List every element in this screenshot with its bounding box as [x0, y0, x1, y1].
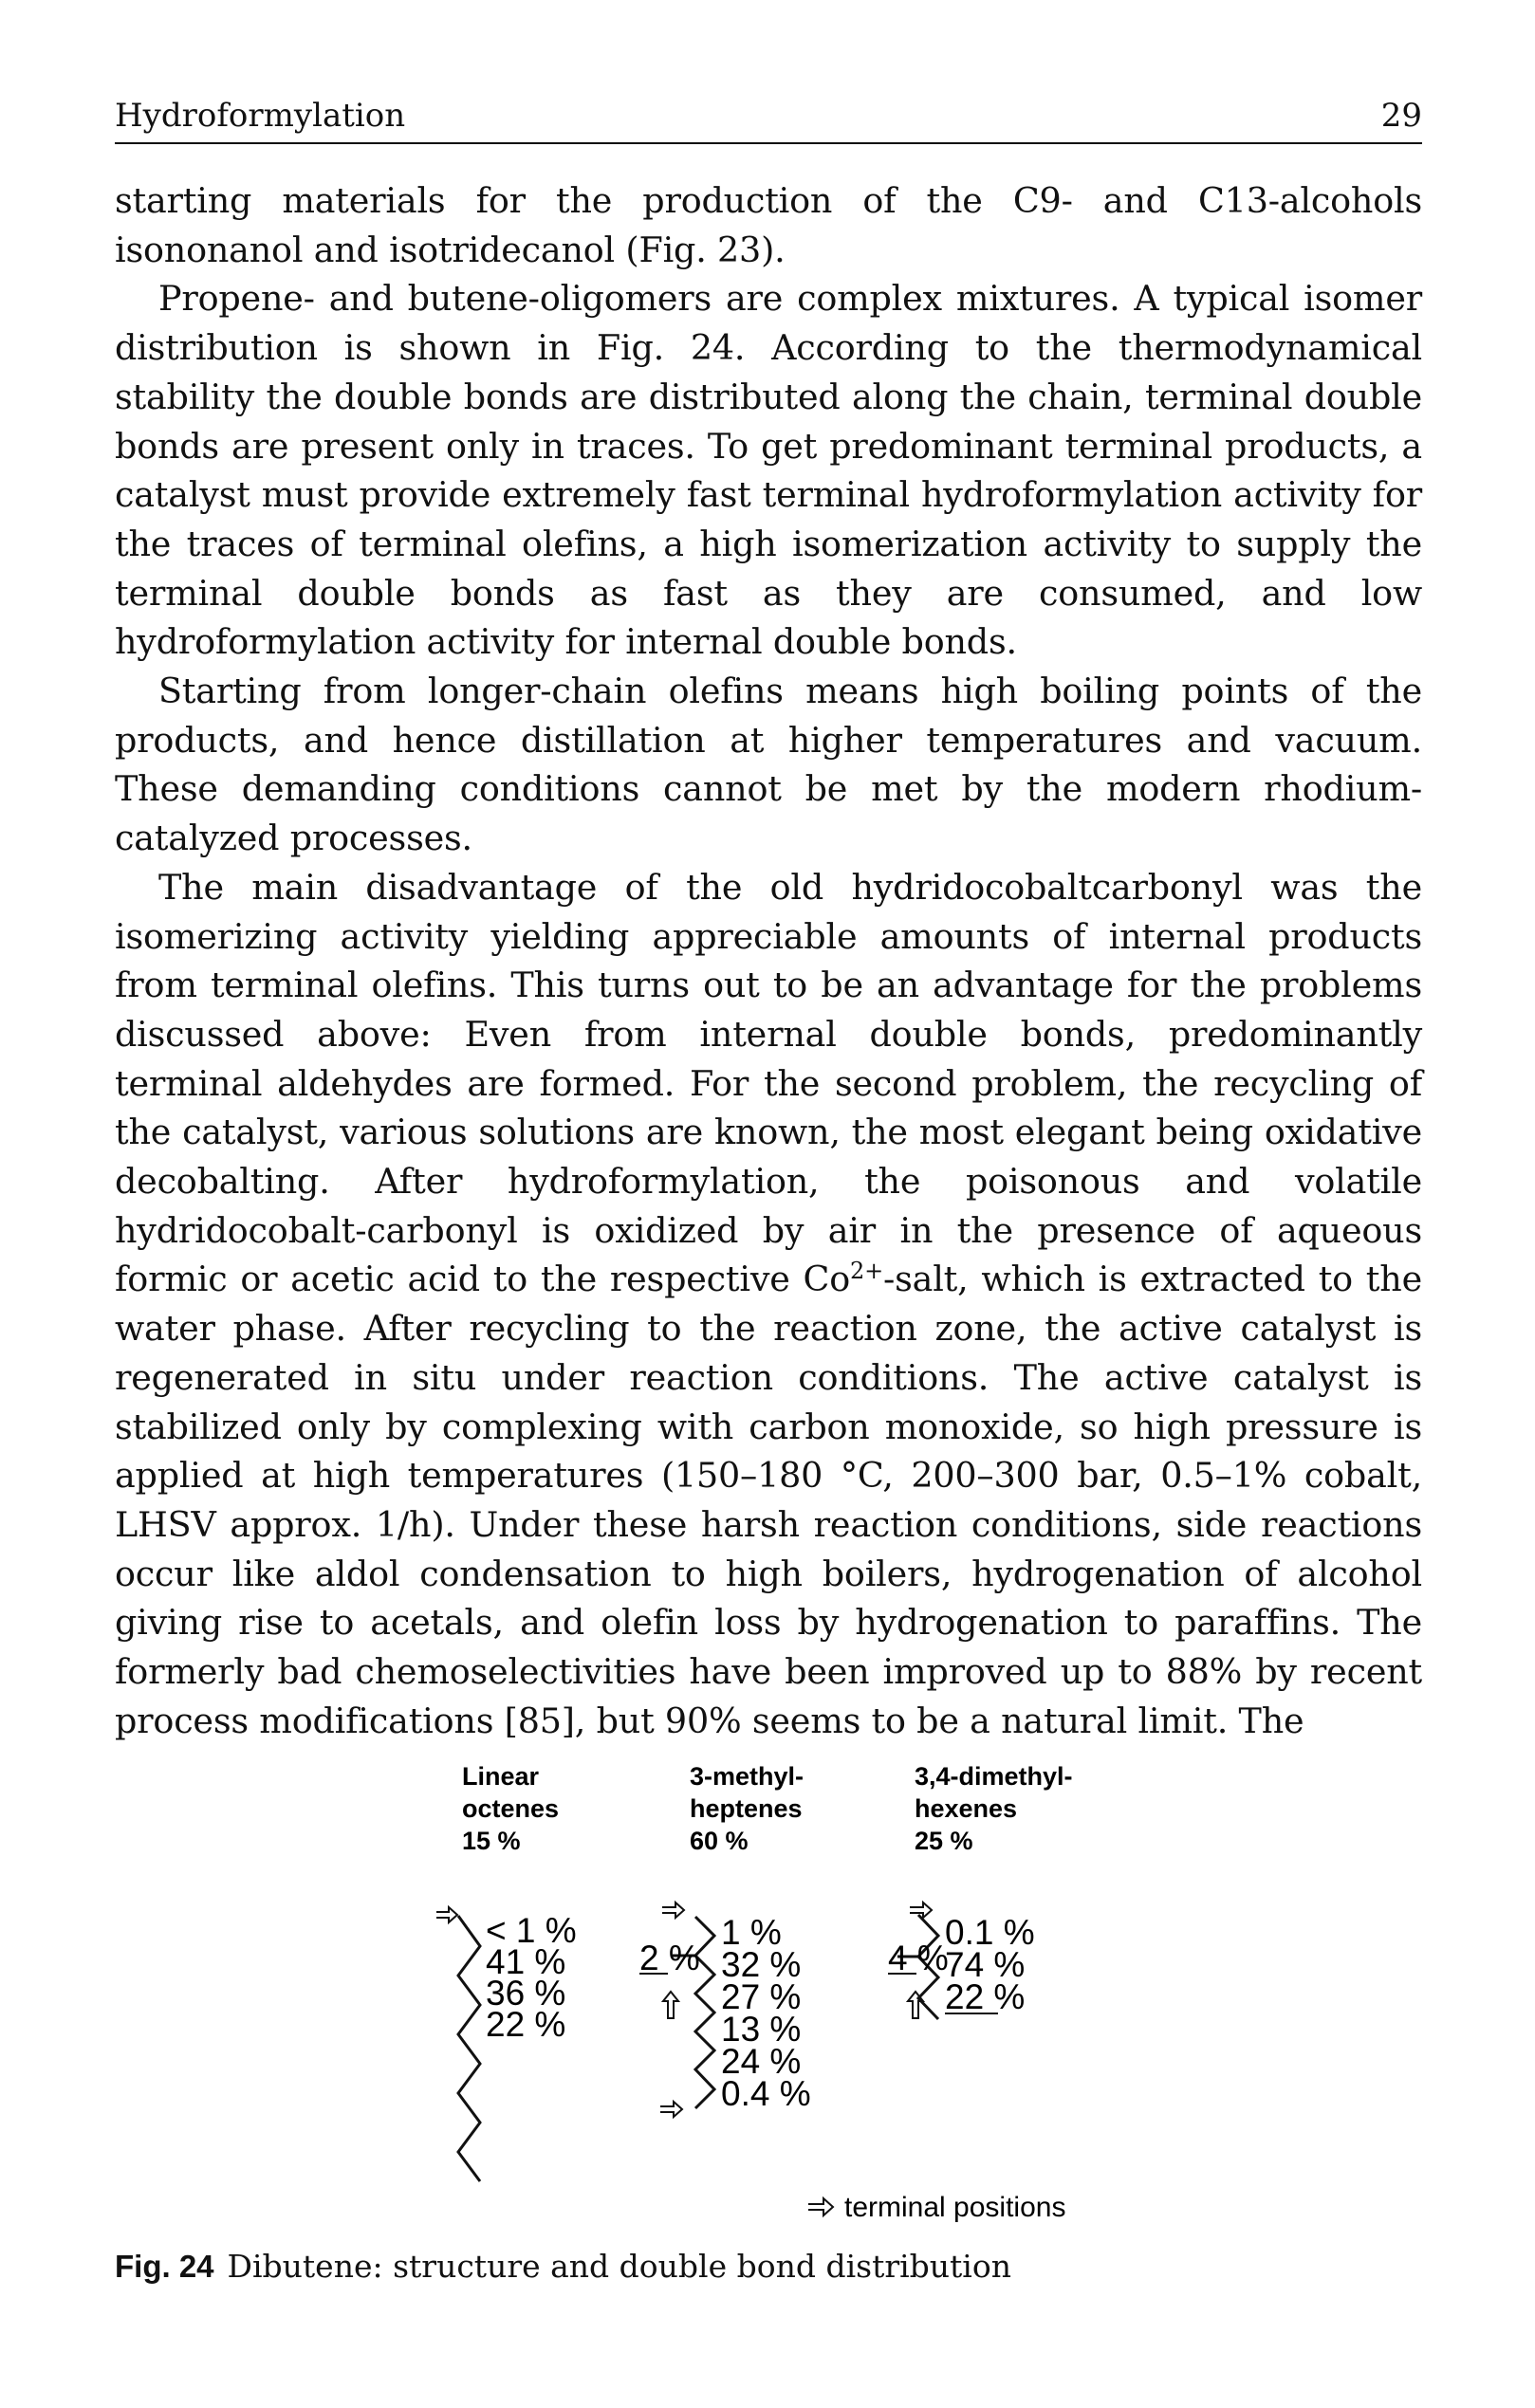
figure-24: [417, 1750, 1366, 2243]
col3-name-line2: hexenes: [915, 1794, 1018, 1823]
paragraph-1: starting materials for the production of the C9- and C13-alcohols isononanol and isotridecanol (Fig. 23).: [115, 180, 1422, 270]
col2-branch-value: 2 %: [639, 1939, 700, 1977]
col1-name-line1: Linear: [462, 1762, 540, 1791]
col1-value-3: 36 %: [486, 1974, 566, 2013]
col3-branch-value: 4 %: [888, 1939, 949, 1977]
isomer-structure-diagram: [417, 1750, 1366, 2243]
linear-octene-chain: [458, 1916, 480, 2181]
col2-value-5: 24 %: [721, 2042, 802, 2081]
caption-text: Dibutene: structure and double bond distribution: [227, 2248, 1011, 2285]
legend-right-arrow-icon: [808, 2198, 833, 2215]
paragraph-4-part-2: -salt, which is extracted to the water phase. After recycling to the reaction zone, the active catalyst is regenerated in situ under reaction conditions. The active catalyst is stabilized only by complexing with carbon monoxide, so high pressure is applied at high temperatures (150–180 °C, 200–300 bar, 0.5–1% cobalt, LHSV approx. 1/h). Under these harsh reaction conditions, side reactions occur like aldol condensation to high boilers, hydrogenation of alcohol giving rise to acetals, and olefin loss by hydrogenation to paraffins. The formerly bad chemoselectivities have been improved up to 88% by recent process modifications [85], but 90% seems to be a natural limit. The: [115, 1259, 1422, 1741]
col3-name-line1: 3,4-dimethyl-: [915, 1762, 1073, 1791]
col3-value-3: 22 %: [945, 1977, 1026, 2016]
caption-label: Fig. 24: [115, 2249, 214, 2284]
charge-superscript: 2+: [850, 1258, 883, 1285]
legend-label: terminal positions: [844, 2192, 1066, 2223]
paragraph-4: [115, 863, 1422, 1746]
col2-value-3: 27 %: [721, 1977, 802, 2016]
col2-value-6: 0.4 %: [721, 2074, 811, 2113]
col2-value-4: 13 %: [721, 2010, 802, 2049]
col1-value-2: 41 %: [486, 1942, 566, 1981]
col2-share: 60 %: [690, 1827, 749, 1855]
col2-branch-arrow-icon: [663, 1992, 678, 2018]
col2-terminal-arrow-icon: [662, 1903, 684, 1918]
col3-value-2: 74 %: [945, 1945, 1026, 1984]
running-header: [115, 93, 1422, 144]
col1-share: 15 %: [462, 1827, 521, 1855]
col2-bottom-arrow-icon: [660, 2102, 682, 2117]
dimethylhexene-spacer-2: [903, 1977, 918, 1998]
paragraph-4-part-1: The main disadvantage of the old hydridocobaltcarbonyl was the isomerizing activity yielding appreciable amounts of internal products from terminal olefins. This turns out to be an advantage for the problems discussed above: Even from internal double bonds, predominantly terminal aldehydes are formed. For the second problem, the recycling of the catalyst, various solutions are known, the most elegant being oxidative decobalting. After hydroformylation, the poisonous and volatile hydridocobalt-carbonyl is oxidized by air in the presence of aqueous formic or acetic acid to the respective Co: [115, 866, 1422, 1300]
page-number: 29: [1380, 97, 1422, 135]
paragraph-3: Starting from longer-chain olefins means high boiling points of the products, and hence distillation at higher temperatures and vacuum. These demanding conditions cannot be met by the modern rhodium-catalyzed processes.: [115, 671, 1422, 859]
col1-name-line2: octenes: [462, 1794, 560, 1823]
paragraph-2: Propene- and butene-oligomers are complex mixtures. A typical isomer distribution is shown in Fig. 24. According to the thermodynamical stability the double bonds are distributed along the chain, terminal double bonds are present only in traces. To get predominant terminal products, a catalyst must provide extremely fast terminal hydroformylation activity for the traces of terminal olefins, a high isomerization activity to supply the terminal double bonds as fast as they are consumed, and low hydroformylation activity for internal double bonds.: [115, 278, 1422, 663]
col3-value-1: 0.1 %: [945, 1913, 1035, 1952]
col1-value-4: 22 %: [486, 2005, 566, 2044]
col1-terminal-arrow-icon: [436, 1907, 457, 1922]
col2-name-line2: heptenes: [690, 1794, 803, 1823]
col3-share: 25 %: [915, 1827, 973, 1855]
body-text: [115, 176, 1422, 1746]
running-title: Hydroformylation: [115, 97, 406, 135]
col2-name-line1: 3-methyl-: [690, 1762, 804, 1791]
col2-value-1: 1 %: [721, 1913, 782, 1952]
col2-value-2: 32 %: [721, 1945, 802, 1984]
figure-caption: [115, 2248, 1422, 2285]
col1-value-1: < 1 %: [486, 1911, 577, 1950]
